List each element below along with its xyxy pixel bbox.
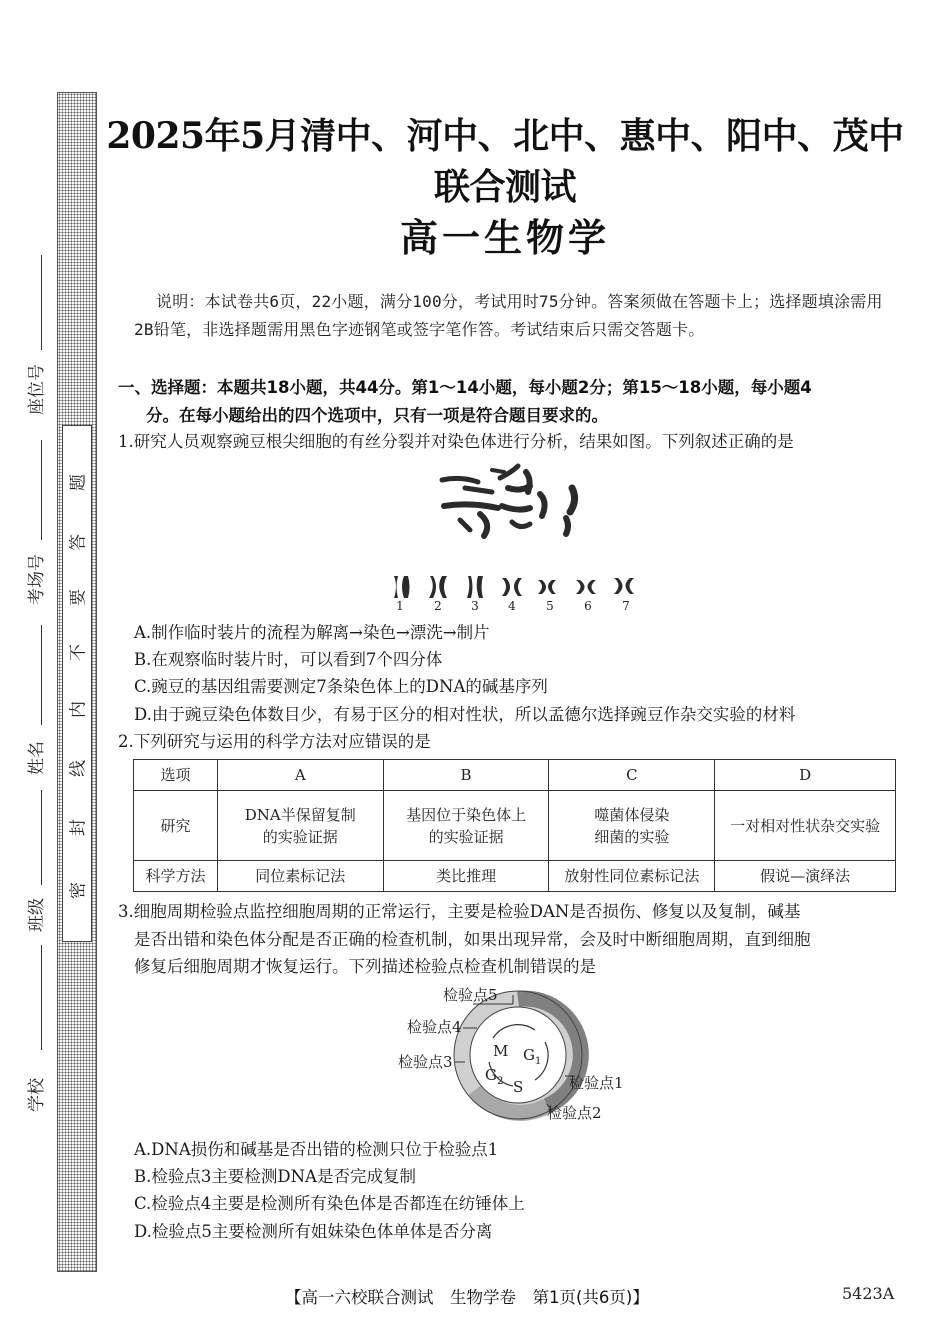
karyotype-number: 6 [584,599,592,613]
table-cell: 假说—演绎法 [715,861,896,892]
question-2-stem: 2.下列研究与运用的科学方法对应错误的是 [118,732,431,751]
table-cell: 科学方法 [134,861,218,892]
q1-option-c: C.豌豆的基因组需要测定7条染色体上的DNA的碱基序列 [134,677,548,696]
exam-room-line [41,440,42,540]
seal-char: 内 [68,701,89,718]
table-cell: 类比推理 [383,861,549,892]
phase-g1: $G_1$ [523,1046,542,1067]
seal-char: 不 [68,644,89,661]
karyotype-number: 1 [396,599,404,613]
seat-line [41,255,42,350]
methods-table [133,759,896,892]
question-1-stem: 1.研究人员观察豌豆根尖细胞的有丝分裂并对染色体进行分析，结果如图。下列叙述正确的是 [118,432,794,451]
table-cell: 同位素标记法 [217,861,383,892]
q3-option-a: A.DNA损伤和碱基是否出错的检测只位于检验点1 [134,1140,499,1159]
chromosome-figure [380,458,660,618]
name-line [41,625,42,725]
seal-char: 线 [68,760,89,777]
karyotype-number: 4 [508,599,516,613]
karyotype-row [394,576,634,598]
karyotype-number: 5 [546,599,554,613]
class-label: 班级 [27,898,47,932]
chromosome-pair-6 [576,580,596,594]
seal-char: 封 [68,819,89,836]
seat-label: 座位号 [27,364,47,415]
karyotype-number: 7 [622,599,630,613]
question-3-stem-line2: 是否出错和染色体分配是否正确的检查机制，如果出现异常，会及时中断细胞周期，直到细胞 [134,930,811,949]
seal-notice-box [62,425,92,942]
phase-g2: $G_2$ [485,1066,504,1087]
phase-s: S [513,1078,524,1096]
instructions: 说明：本试卷共6页，22小题，满分100分，考试用时75分钟。答案须做在答题卡上；选择题填涂需用2B铅笔，非选择题需用黑色字迹钢笔或签字笔作答。考试结束后只需交答题卡。 [134,292,883,339]
table-cell: 放射性同位素标记法 [549,861,715,892]
chromosome-pair-1 [394,576,410,598]
subject-title: 高一生物学 [399,216,610,260]
karyotype-number: 3 [471,599,479,613]
table-cell: 研究 [134,791,218,861]
karyotype-number: 2 [434,599,442,613]
table-cell: 噬菌体侵染 细菌的实验 [549,791,715,861]
table-cell: C [549,760,715,791]
table-cell: B [383,760,549,791]
section-heading-line2: 分。在每小题给出的四个选项中，只有一项是符合题目要求的。 [146,406,608,425]
seal-char: 题 [68,474,89,491]
chromosome-pair-2 [429,576,447,598]
q1-option-b: B.在观察临时装片时，可以看到7个四分体 [134,650,443,669]
section-heading-line1: 一、选择题：本题共18小题，共44分。第1～14小题，每小题2分；第15～18小题，每小题4 [118,378,812,397]
question-3-stem-line1: 3.细胞周期检验点监控细胞周期的正常运行，主要是检验DAN是否损伤、修复以及复制，碱基 [118,902,801,921]
q3-option-c: C.检验点4主要是检测所有染色体是否都连在纺锤体上 [134,1194,525,1213]
table-cell: 选项 [134,760,218,791]
q1-option-a: A.制作临时装片的流程为解离→染色→漂洗→制片 [134,623,490,642]
question-3-stem-line3: 修复后细胞周期才恢复运行。下列描述检验点检查机制错误的是 [134,957,596,976]
exam-room-label: 考场号 [27,554,47,605]
table-cell: D [715,760,896,791]
table-row-method [134,861,896,892]
phase-m: M [493,1042,509,1060]
exam-title: 2025年5月清中、河中、北中、惠中、阳中、茂中联合测试 [106,115,904,208]
section-heading [118,374,900,430]
chromosome-pair-3 [467,576,483,598]
q3-option-d: D.检验点5主要检测所有姐妹染色体单体是否分离 [134,1222,493,1241]
paper-code: 5423A [842,1284,895,1303]
checkpoint-2-label: 检验点2 [547,1104,602,1122]
cell-cycle-diagram [395,980,655,1130]
seal-char: 要 [68,589,89,606]
chromosome-pair-7 [614,578,634,594]
table-row-research [134,791,896,861]
school-label: 学校 [27,1078,47,1112]
seal-char: 答 [68,534,89,551]
school-line [41,945,42,1050]
seal-char: 密 [68,882,89,899]
checkpoint-3-label: 检验点3 [398,1053,453,1071]
checkpoint-1-label: 检验点1 [569,1074,624,1092]
table-cell: 基因位于染色体上 的实验证据 [383,791,549,861]
checkpoint-4-label: 检验点4 [407,1018,462,1036]
page-footer: 【高一六校联合测试 生物学卷 第1页(共6页)】 [285,1288,649,1307]
table-cell: DNA半保留复制 的实验证据 [217,791,383,861]
table-cell: 一对相对性状杂交实验 [715,791,896,861]
checkpoint-5-label: 检验点5 [443,986,498,1004]
chromosome-pair-4 [502,578,522,596]
table-header-row [134,760,896,791]
q1-option-d: D.由于豌豆染色体数目少，有易于区分的相对性状，所以孟德尔选择豌豆作杂交实验的材料 [134,705,796,724]
name-label: 姓名 [27,741,47,775]
q3-option-b: B.检验点3主要检测DNA是否完成复制 [134,1167,416,1186]
table-cell: A [217,760,383,791]
class-line [41,790,42,885]
chromosome-pair-5 [538,580,556,594]
metaphase-spread [442,466,575,536]
